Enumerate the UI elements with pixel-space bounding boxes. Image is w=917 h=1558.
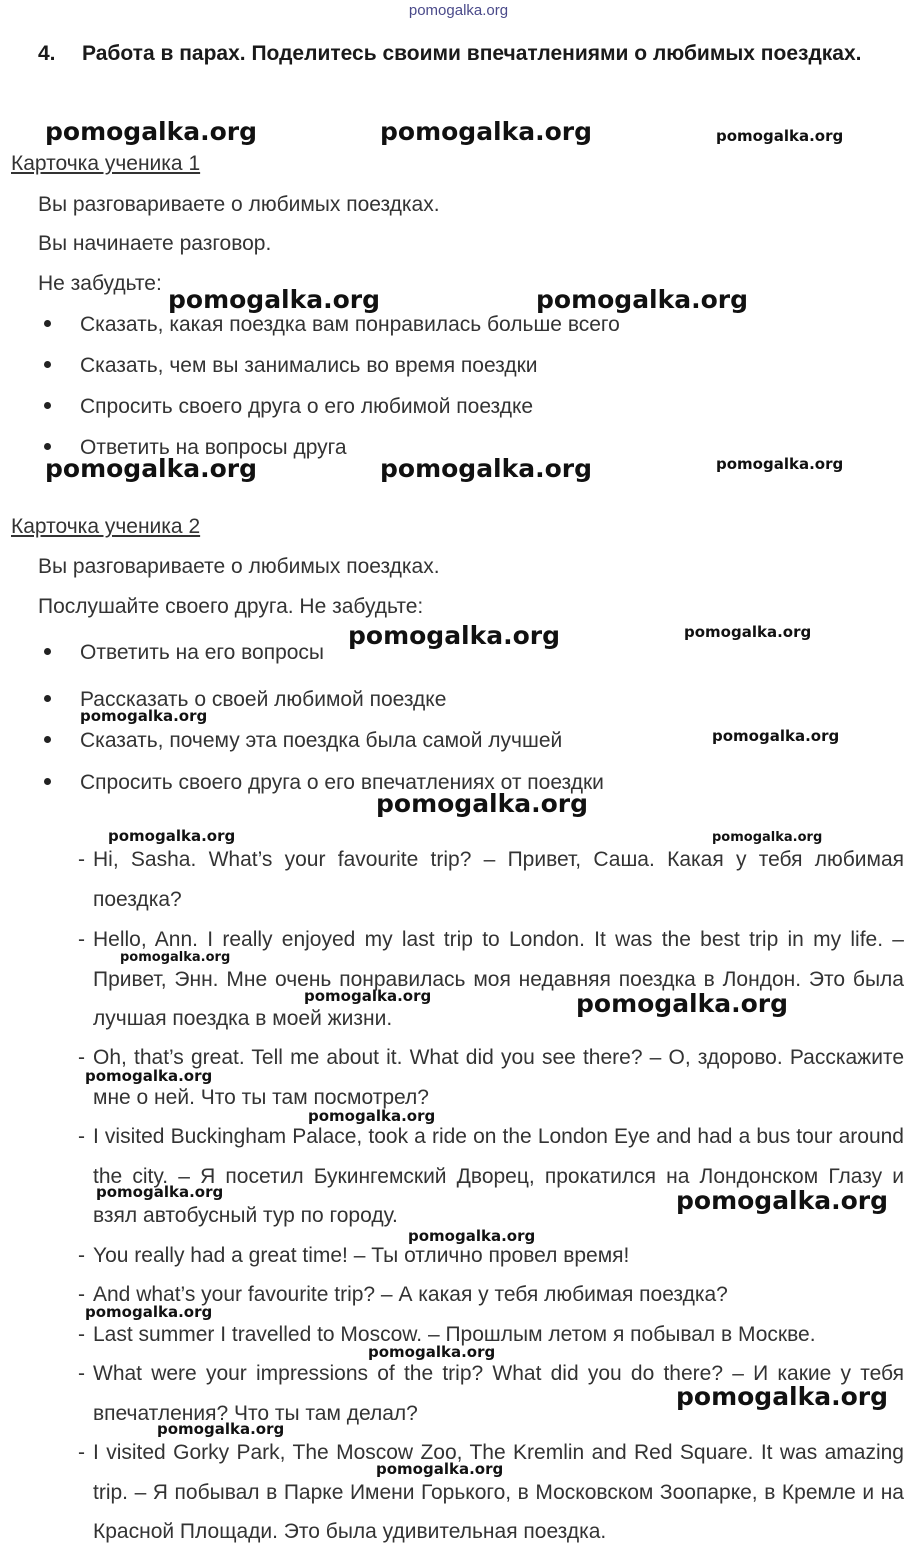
watermark: pomogalka.org <box>308 1107 436 1125</box>
watermark: pomogalka.org <box>85 1303 213 1321</box>
card1-bullet: Спросить своего друга о его любимой поездке <box>44 395 51 419</box>
card2-line: Послушайте своего друга. Не забудьте: <box>38 595 424 618</box>
bullet-icon <box>44 648 51 655</box>
watermark: pomogalka.org <box>712 727 840 745</box>
card1-title: Карточка ученика 1 <box>11 152 201 175</box>
bullet-icon <box>44 736 51 743</box>
watermark: pomogalka.org <box>45 454 258 483</box>
watermark: pomogalka.org <box>716 127 844 145</box>
watermark: pomogalka.org <box>676 1382 889 1411</box>
task-number: 4. <box>38 42 56 65</box>
watermark: pomogalka.org <box>712 830 823 845</box>
watermark: pomogalka.org <box>157 1420 285 1438</box>
watermark: pomogalka.org <box>676 1186 889 1215</box>
card2-bullet: Спросить своего друга о его впечатлениях от поездки <box>44 771 51 795</box>
watermark: pomogalka.org <box>96 1183 224 1201</box>
watermark: pomogalka.org <box>376 789 589 818</box>
watermark: pomogalka.org <box>380 117 593 146</box>
watermark: pomogalka.org <box>380 454 593 483</box>
card1-line: Не забудьте: <box>38 272 162 295</box>
bullet-icon <box>44 320 51 327</box>
watermark: pomogalka.org <box>536 285 749 314</box>
bullet-icon <box>44 443 51 450</box>
watermark: pomogalka.org <box>120 950 231 965</box>
dialogue-line: - Oh, that’s great. Tell me about it. What did you see there? – О, здорово. Расскажите мне о ней. Что ты там посмотрел? <box>78 1046 904 1109</box>
bullet-icon <box>44 695 51 702</box>
watermark: pomogalka.org <box>368 1343 496 1361</box>
dialogue-line: - I visited Buckingham Palace, took a ride on the London Eye and had a bus tour around the city. – Я посетил Букингемский Дворец, прокатился на Лондонском Глазу и взял автобусный тур по городу. <box>78 1125 904 1227</box>
watermark: pomogalka.org <box>576 989 789 1018</box>
watermark: pomogalka.org <box>45 117 258 146</box>
card2-bullet: Ответить на его вопросы <box>44 641 51 665</box>
watermark: pomogalka.org <box>168 285 381 314</box>
watermark: pomogalka.org <box>304 987 432 1005</box>
card1-line: Вы разговариваете о любимых поездках. <box>38 193 440 216</box>
watermark: pomogalka.org <box>408 1227 536 1245</box>
card2-line: Вы разговариваете о любимых поездках. <box>38 555 440 578</box>
task-heading <box>38 34 904 73</box>
watermark: pomogalka.org <box>348 621 561 650</box>
bullet-icon <box>44 361 51 368</box>
card2-title: Карточка ученика 2 <box>11 515 201 538</box>
dialogue-line: - Hi, Sasha. What’s your favourite trip? – Привет, Саша. Какая у тебя любимая поездка? <box>78 848 904 911</box>
dialogue-line: - Last summer I travelled to Moscow. – Прошлым летом я побывал в Москве. <box>78 1323 816 1346</box>
card1-bullet: Ответить на вопросы друга <box>44 436 51 460</box>
dialogue-line: - You really had a great time! – Ты отлично провел время! <box>78 1244 630 1267</box>
card2-bullet: Рассказать о своей любимой поездке <box>44 688 51 712</box>
card1-bullet: Сказать, чем вы занимались во время поездки <box>44 354 51 378</box>
watermark: pomogalka.org <box>376 1460 504 1478</box>
bullet-icon <box>44 402 51 409</box>
watermark-top: pomogalka.org <box>408 2 509 19</box>
card1-bullet: Сказать, какая поездка вам понравилась больше всего <box>44 313 51 337</box>
watermark: pomogalka.org <box>108 827 236 845</box>
dialogue-line: - And what’s your favourite trip? – А какая у тебя любимая поездка? <box>78 1283 728 1306</box>
card2-bullet: Сказать, почему эта поездка была самой лучшей <box>44 729 51 753</box>
dialogue-line: - What were your impressions of the trip? What did you do there? – И какие у тебя впечатления? Что ты там делал? <box>78 1362 904 1425</box>
dialogue-line: - Hello, Ann. I really enjoyed my last trip to London. It was the best trip in my life. – Привет, Энн. Мне очень понравилась моя недавняя поездка в Лондон. Это была лучшая поездка в моей жизни. <box>78 928 904 1030</box>
dialogue-line: - I visited Gorky Park, The Moscow Zoo, The Kremlin and Red Square. It was amazing trip. – Я побывал в Парке Имени Горького, в Московском Зоопарке, в Кремле и на Красной Площади. Это была удивительная поездка. <box>78 1441 904 1543</box>
watermark: pomogalka.org <box>85 1067 213 1085</box>
watermark: pomogalka.org <box>684 623 812 641</box>
watermark: pomogalka.org <box>716 455 844 473</box>
bullet-icon <box>44 778 51 785</box>
watermark: pomogalka.org <box>80 707 208 725</box>
card1-line: Вы начинаете разговор. <box>38 232 272 255</box>
task-text: Работа в парах. Поделитесь своими впечатлениями о любимых поездках. <box>82 42 862 65</box>
